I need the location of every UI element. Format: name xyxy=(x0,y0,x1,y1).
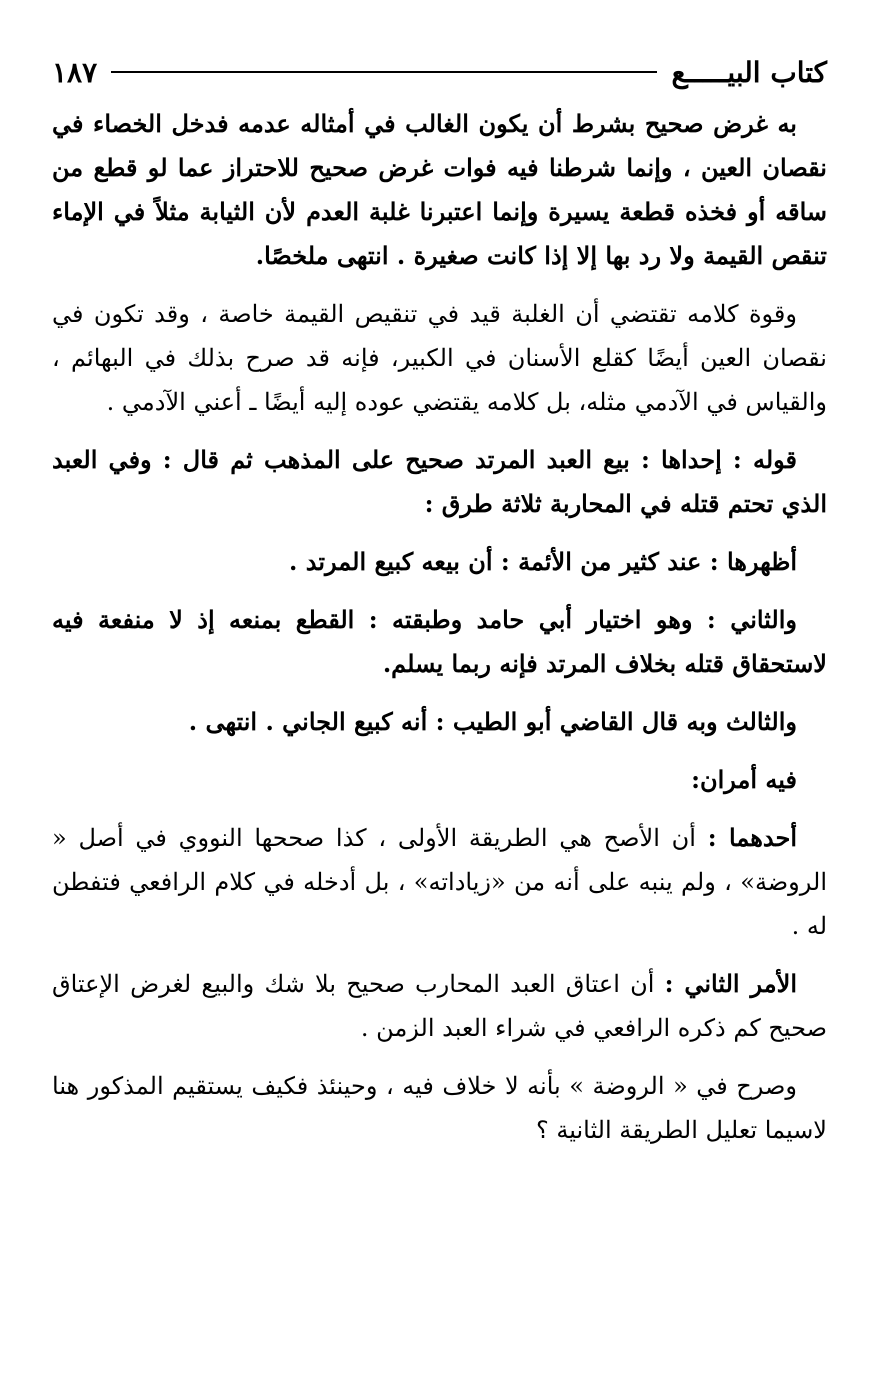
paragraph-lead: الأمر الثاني : xyxy=(664,969,797,998)
paragraph-text: وقوة كلامه تقتضي أن الغلبة قيد في تنقيص القيمة خاصة ، وقد تكون في نقصان العين أيضًا كقلع الأسنان في الكبير، فإنه قد صرح بذلك في البهائم ، والقياس في الآدمي مثله، بل كلامه يقتضي عوده إليه أيضًا ـ أعني الآدمي . xyxy=(52,300,827,416)
paragraph xyxy=(52,816,827,948)
page-header xyxy=(52,52,827,92)
paragraph-text: والثاني : وهو اختيار أبي حامد وطبقته : القطع بمنعه إذ لا منفعة فيه لاستحقاق قتله بخلاف المرتد فإنه ربما يسلم. xyxy=(52,605,827,678)
paragraph xyxy=(52,598,827,686)
page-number: ١٨٧ xyxy=(52,55,98,89)
paragraph xyxy=(52,540,827,584)
paragraph-text: أظهرها : عند كثير من الأئمة : أن بيعه كبيع المرتد . xyxy=(289,547,797,576)
paragraph xyxy=(52,700,827,744)
paragraph xyxy=(52,1064,827,1152)
paragraph-text: أن الأصح هي الطريقة الأولى ، كذا صححها النووي في أصل « الروضة» ، ولم ينبه على أنه من «زياداته» ، بل أدخله في كلام الرافعي فتفطن له . xyxy=(52,824,827,940)
paragraph xyxy=(52,438,827,526)
paragraph xyxy=(52,292,827,424)
paragraph-lead: أحدهما : xyxy=(707,823,797,852)
chapter-title: كتاب البيـــــع xyxy=(671,55,827,89)
paragraph-text: وصرح في « الروضة » بأنه لا خلاف فيه ، وحينئذ فكيف يستقيم المذكور هنا لاسيما تعليل الطريقة الثانية ؟ xyxy=(52,1072,827,1144)
header-rule xyxy=(111,71,657,73)
paragraph xyxy=(52,962,827,1050)
paragraph-text: والثالث وبه قال القاضي أبو الطيب : أنه كبيع الجاني . انتهى . xyxy=(188,707,797,736)
paragraph xyxy=(52,758,827,802)
paragraph-text: به غرض صحيح بشرط أن يكون الغالب في أمثاله عدمه فدخل الخصاء في نقصان العين ، وإنما شرطنا فيه فوات غرض صحيح للاحتراز عما لو قطع من ساقه أو فخذه قطعة يسيرة وإنما اعتبرنا غلبة العدم لأن الثيابة مثلاً في الإماء تنقص القيمة ولا رد بها إلا إذا كانت صغيرة . انتهى ملخصًا. xyxy=(52,109,827,270)
paragraph-text: أن اعتاق العبد المحارب صحيح بلا شك والبيع لغرض الإعتاق صحيح كم ذكره الرافعي في شراء العبد الزمن . xyxy=(52,970,827,1042)
paragraph-text: فيه أمران: xyxy=(691,765,797,794)
paragraph xyxy=(52,102,827,278)
paragraph-text: قوله : إحداها : بيع العبد المرتد صحيح على المذهب ثم قال : وفي العبد الذي تحتم قتله في المحاربة ثلاثة طرق : xyxy=(52,445,827,518)
